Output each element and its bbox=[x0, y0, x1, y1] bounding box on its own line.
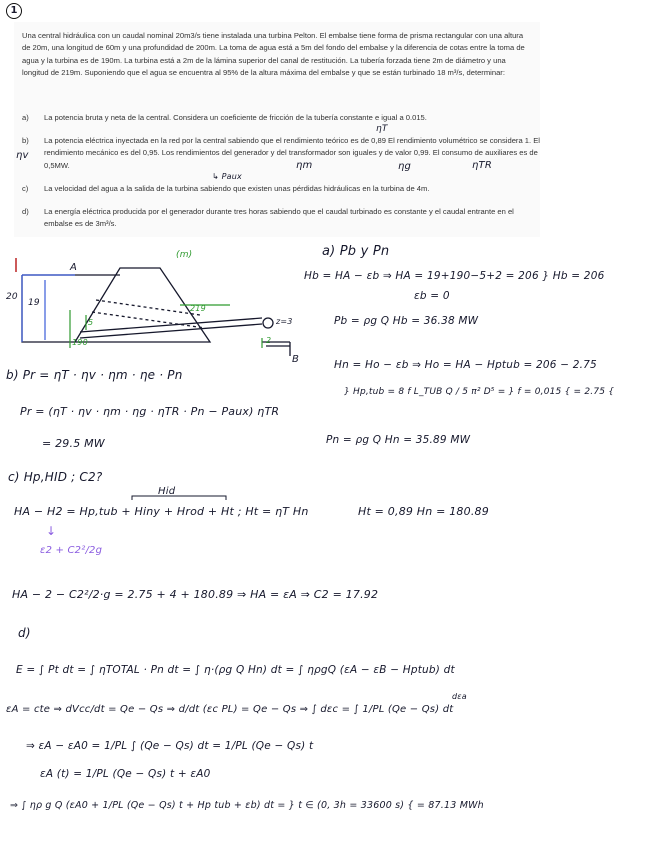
part-d-line-3: ⇒ εA − εA0 = 1/PL ∫ (Qe − Qs) dt = 1/PL (Qe − Qs) t bbox=[26, 740, 314, 752]
diagram-units: (m) bbox=[176, 250, 193, 260]
part-c-line-3: HA − 2 − C2²/2·g = 2.75 + 4 + 180.89 ⇒ HA = εA ⇒ C2 = 17.92 bbox=[12, 588, 379, 601]
dim-190: 190 bbox=[72, 338, 88, 347]
part-c-title: c) Hp,HID ; C2? bbox=[8, 470, 103, 484]
part-b-line-3: = 29.5 MW bbox=[42, 437, 105, 450]
part-b-line-1: b) Pr = ηT · ηv · ηm · ηe · Pn bbox=[6, 368, 183, 382]
question-b-label: b) bbox=[22, 136, 29, 145]
part-d-line-2: εA = cte ⇒ dVcc/dt = Qe − Qs ⇒ d/dt (εc PL) = Qe − Qs ⇒ ∫ dεc = ∫ 1/PL (Qe − Qs) dt bbox=[6, 704, 454, 715]
annotation-paux: ↳ Paux bbox=[212, 172, 242, 181]
question-a-text: La potencia bruta y neta de la central. Considera un coeficiente de fricción de la tubería constante e igual a 0.015. bbox=[44, 113, 427, 122]
question-d-label: d) bbox=[22, 207, 29, 216]
part-a-line-6: Pn = ρg Q Hn = 35.89 MW bbox=[326, 434, 471, 446]
part-c-sub: ε2 + C2²/2g bbox=[40, 545, 103, 556]
annotation-eta-t: ηT bbox=[376, 124, 388, 134]
diagram-point-b: B bbox=[292, 354, 300, 365]
dim-19: 19 bbox=[28, 298, 40, 308]
annotation-eta-g: ηg bbox=[398, 161, 412, 172]
problem-number: 1 bbox=[6, 3, 22, 19]
dim-219: 219 bbox=[190, 304, 206, 313]
dim-2: 2 bbox=[266, 336, 272, 345]
dim-z3: z=3 bbox=[276, 317, 293, 326]
part-a-line-4: Hn = Ho − εb ⇒ Ho = HA − Hptub = 206 − 2.75 bbox=[334, 359, 597, 371]
part-d-line-5: ⇒ ∫ ηρ g Q (εA0 + 1/PL (Qe − Qs) t + Hp tub + εb) dt = } t ∈ (0, 3h = 33600 s) { = 87.13 MWh bbox=[10, 800, 484, 811]
part-c-line-2: Ht = 0,89 Hn = 180.89 bbox=[358, 505, 489, 518]
part-a-line-5: } Hp,tub = 8 f L_TUB Q / 5 π² D⁵ = } f = 0,015 { = 2.75 { bbox=[344, 387, 615, 397]
diagram-point-a: A bbox=[70, 262, 78, 273]
annotation-eta-m: ηm bbox=[296, 160, 313, 171]
question-b-text: La potencia eléctrica inyectada en la red por la central sabiendo que el rendimiento teórico es de 0,89 El rendimiento volumétrico se considera 1. El rendimiento mecánico es del 0,95. Los rendimientos del generador y del transformador son iguales y de valor 0,99. El consumo de auxiliares es de 0,5MW. bbox=[44, 136, 540, 170]
part-d-line-4: εA (t) = 1/PL (Qe − Qs) t + εA0 bbox=[40, 768, 211, 780]
question-a-label: a) bbox=[22, 113, 29, 122]
part-a-title: a) Pb y Pn bbox=[322, 244, 390, 259]
part-d-note: dεa bbox=[452, 692, 467, 701]
part-b-line-2: Pr = (ηT · ηv · ηm · ηg · ηTR · Pn − Paux) ηTR bbox=[20, 405, 280, 418]
part-a-line-3: Pb = ρg Q Hb = 36.38 MW bbox=[334, 315, 479, 327]
part-c-hid-label: Hid bbox=[158, 486, 176, 497]
annotation-eta-tr: ηTR bbox=[472, 160, 492, 171]
part-a-line-2: εb = 0 bbox=[414, 290, 450, 302]
part-c-line-1: HA − H2 = Hp,tub + Hiny + Hrod + Ht ; Ht = ηT Hn bbox=[14, 505, 309, 518]
intro-text: Una central hidráulica con un caudal nominal 20m3/s tiene instalada una turbina Pelton. El embalse tiene forma de prisma rectangular con una altura de 20m, una longitud de 60m y una profundidad de 200m. La toma de agua está a 5m del fondo del embalse y la diferencia de cotas entre la toma de agua y la turbina es de 190m. La turbina está a 2m de la lámina superior del canal de restitución. La tubería forzada tiene 2m de diámetro y una longitud de 219m. Suponiendo que el agua se encuentra al 95% de la altura máxima del embalse y que se están turbinado 18 m³/s, determinar: bbox=[22, 31, 525, 77]
dim-20: 20 bbox=[6, 292, 18, 302]
part-d-line-1: E = ∫ Pt dt = ∫ ηTOTAL · Pn dt = ∫ η·(ρg Q Hn) dt = ∫ ηρgQ (εA − εB − Hptub) dt bbox=[16, 664, 455, 676]
annotation-eta-v: ηv bbox=[16, 150, 29, 161]
part-d-title: d) bbox=[18, 626, 31, 640]
question-c-label: c) bbox=[22, 184, 29, 193]
dim-5: 5 bbox=[88, 318, 94, 327]
part-a-line-1: Hb = HA − εb ⇒ HA = 19+190−5+2 = 206 } Hb = 206 bbox=[304, 270, 605, 282]
question-d-text: La energía eléctrica producida por el generador durante tres horas sabiendo que el caudal turbinado es constante y el caudal entrante en el embalse es de 3m³/s. bbox=[44, 207, 514, 229]
question-c-text: La velocidad del agua a la salida de la turbina sabiendo que existen unas pérdidas hidráulicas en la turbina de 4m. bbox=[44, 184, 430, 193]
part-c-arrow: ↓ bbox=[46, 524, 57, 538]
